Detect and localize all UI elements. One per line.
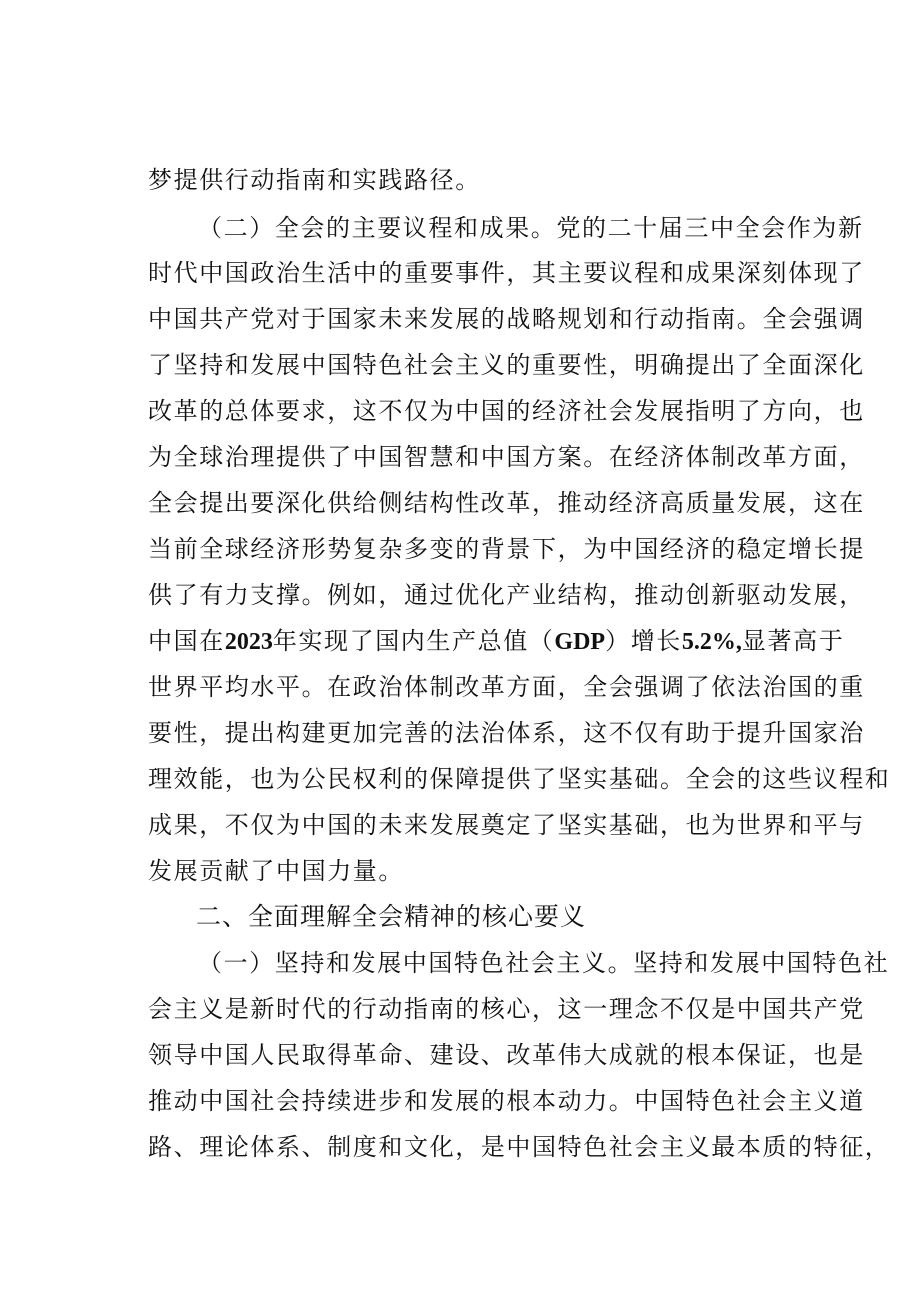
paragraph-line: 理效能，也为公民权利的保障提供了坚实基础。全会的这些议程和: [148, 765, 891, 793]
paragraph-line: 全会提出要深化供给侧结构性改革，推动经济高质量发展，这在: [148, 489, 865, 517]
paragraph-line: 路、理论体系、制度和文化，是中国特色社会主义最本质的特征，: [148, 1133, 891, 1161]
bold-number: 2023: [224, 629, 273, 655]
paragraph-line: 梦提供行动指南和实践路径。: [148, 166, 481, 194]
paragraph-line: 了坚持和发展中国特色社会主义的重要性，明确提出了全面深化: [148, 351, 865, 379]
paragraph-line: 成果，不仅为中国的未来发展奠定了坚实基础，也为世界和平与: [148, 811, 865, 839]
bold-percentage: 5.2%,: [681, 629, 742, 655]
paragraph-line: 当前全球经济形势复杂多变的背景下，为中国经济的稳定增长提: [148, 535, 865, 563]
paragraph-line: 供了有力支撑。例如，通过优化产业结构，推动创新驱动发展，: [148, 581, 865, 609]
paragraph-line: （二）全会的主要议程和成果。党的二十届三中全会作为新: [198, 214, 864, 242]
paragraph-line: 发展贡献了中国力量。: [148, 857, 404, 885]
paragraph-line: 推动中国社会持续进步和发展的根本动力。中国特色社会主义道: [148, 1087, 865, 1115]
paragraph-line: 改革的总体要求，这不仅为中国的经济社会发展指明了方向，也: [148, 397, 865, 425]
text-run: 显著高于: [741, 627, 845, 655]
paragraph-line: （一）坚持和发展中国特色社会主义。坚持和发展中国特色社: [198, 949, 890, 977]
paragraph-line: 为全球治理提供了中国智慧和中国方案。在经济体制改革方面，: [148, 443, 865, 471]
bold-abbreviation: GDP: [554, 629, 606, 655]
text-run: ）增长: [605, 627, 682, 655]
text-run: 年实现了国内生产总值（: [272, 627, 555, 655]
paragraph-line: 要性，提出构建更加完善的法治体系，这不仅有助于提升国家治: [148, 719, 865, 747]
paragraph-line: 世界平均水平。在政治体制改革方面，全会强调了依法治国的重: [148, 673, 865, 701]
paragraph-line-mixed: [148, 623, 845, 659]
paragraph-line: 领导中国人民取得革命、建设、改革伟大成就的根本保证，也是: [148, 1041, 865, 1069]
text-run: 中国在: [148, 627, 225, 655]
section-heading: 二、全面理解全会精神的核心要义: [196, 902, 587, 931]
paragraph-line: 中国共产党对于国家未来发展的战略规划和行动指南。全会强调: [148, 305, 865, 333]
paragraph-line: 时代中国政治生活中的重要事件，其主要议程和成果深刻体现了: [148, 259, 865, 287]
paragraph-line: 会主义是新时代的行动指南的核心，这一理念不仅是中国共产党: [148, 995, 865, 1023]
